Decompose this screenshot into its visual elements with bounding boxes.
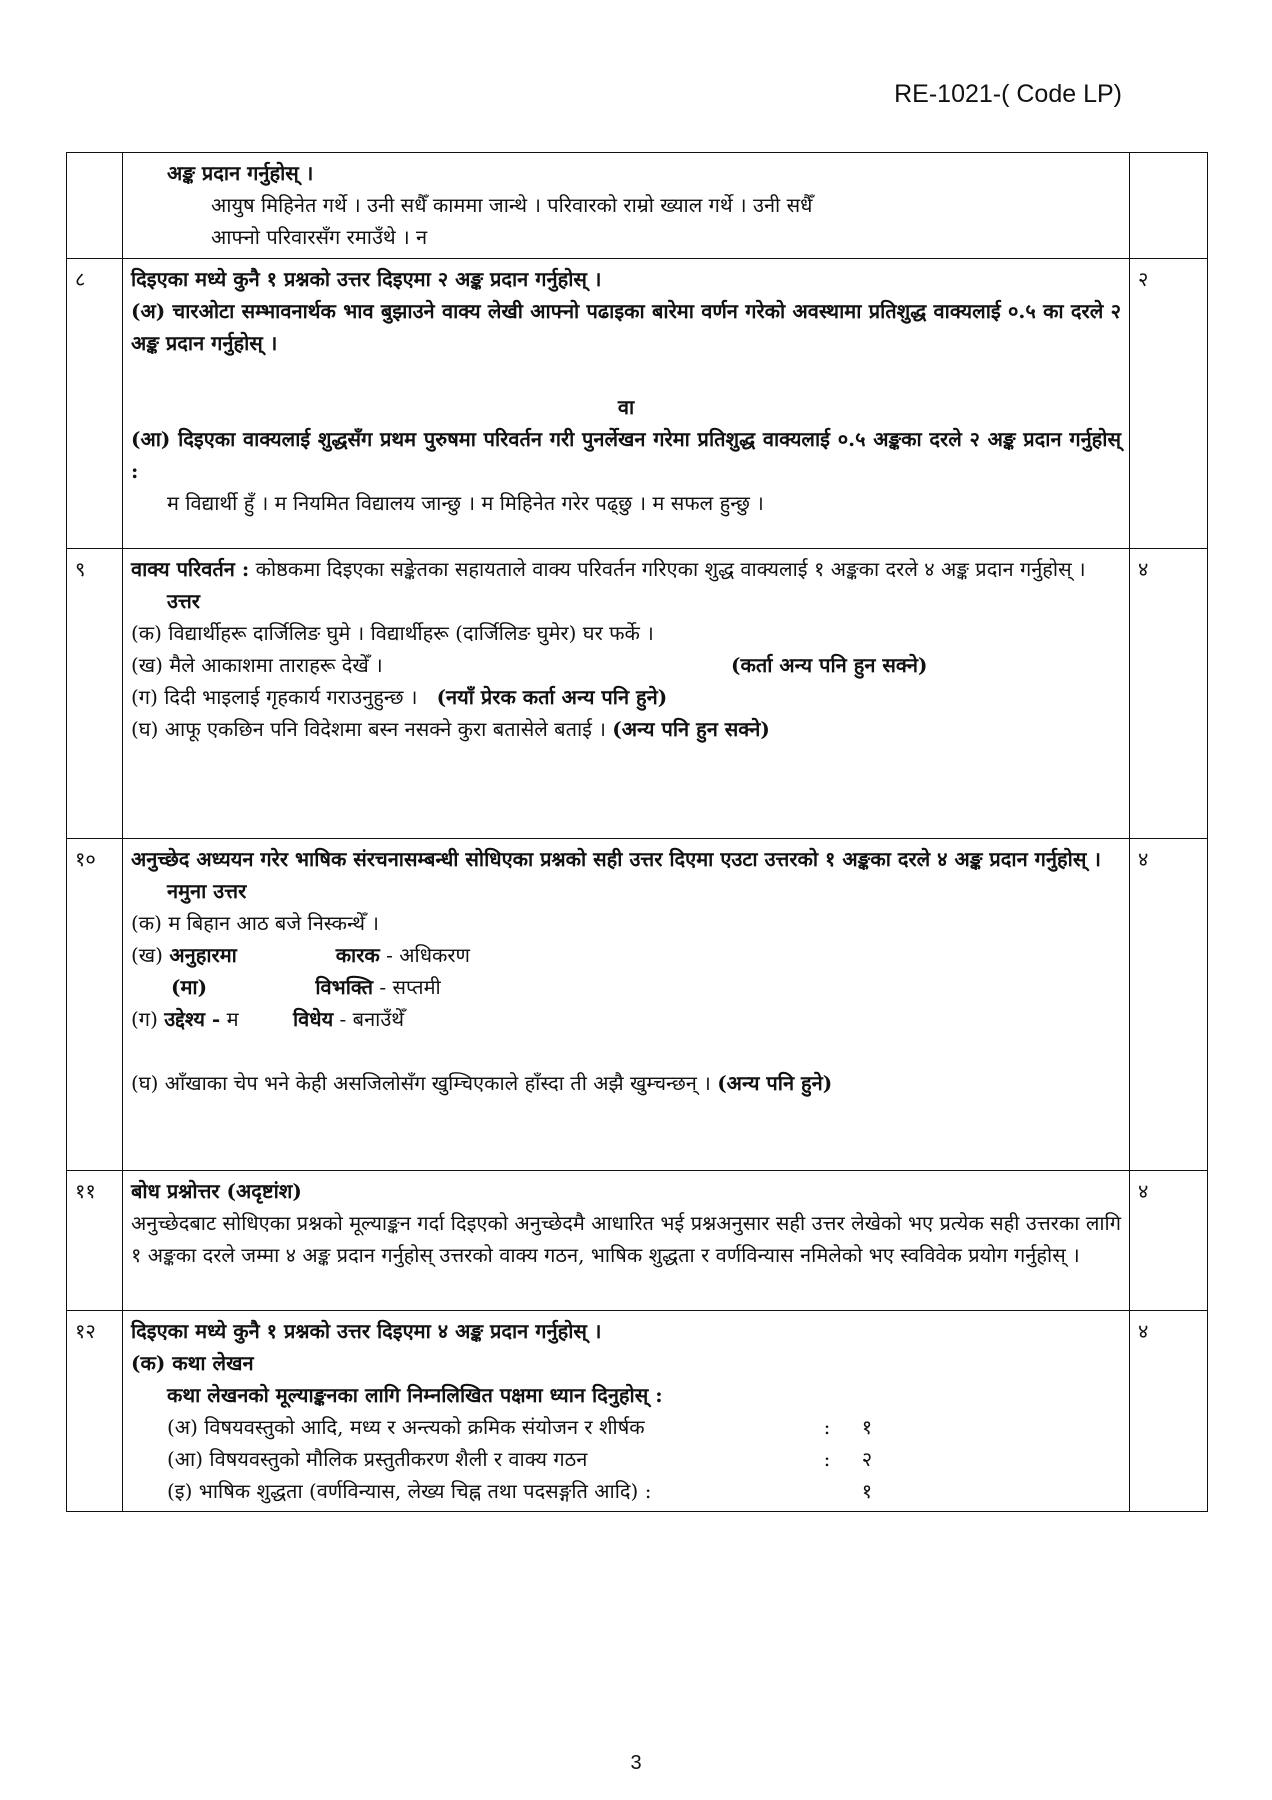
answer-line: (ग) उद्देश्य - म विधेय - बनाउँथेँ [131, 1003, 1121, 1035]
question-heading: दिइएका मध्ये कुनै १ प्रश्नको उत्तर दिइएमा २ अङ्क प्रदान गर्नुहोस् । [131, 267, 602, 291]
question-content [123, 839, 1130, 1171]
answer-word: (मा) [171, 975, 208, 999]
answer-label: उत्तर [167, 589, 200, 613]
answer-key: विधेय [292, 1007, 334, 1031]
answer-text: (ख) मैले आकाशमा ताराहरू देखेँ । [131, 653, 383, 677]
table-row [67, 549, 1208, 839]
table-row [67, 259, 1208, 549]
question-content [123, 1171, 1130, 1311]
marks-cell: ४ [1130, 839, 1208, 1171]
marks-cell [1130, 153, 1208, 259]
question-heading: अनुच्छेद अध्ययन गरेर भाषिक संरचनासम्बन्धी सोधिएका प्रश्नको सही उत्तर दिएमा एउटा उत्तरको १ अङ्कका दरले ४ अङ्क प्रदान गर्नुहोस् । [131, 847, 1101, 871]
answer-text: (क) विद्यार्थीहरू दार्जिलिङ घुमे । विद्यार्थीहरू (दार्जिलिङ घुमेर) घर फर्के । [131, 621, 654, 645]
option-aa: (आ) दिइएका वाक्यलाई शुद्धसँग प्रथम पुरुषमा परिवर्तन गरी पुनर्लेखन गरेमा प्रतिशुद्ध वाक्यलाई ०.५ अङ्कका दरले २ अङ्क प्रदान गर्नुहोस् : [131, 427, 1121, 483]
question-heading: बोध प्रश्नोत्तर (अदृष्टांश) [131, 1179, 302, 1203]
answer-word: अनुहारमा [169, 943, 237, 967]
answer-line [131, 681, 1121, 713]
sample-answer: म विद्यार्थी हुँ । म नियमित विद्यालय जान्छु । म मिहिनेत गरेर पढ्छु । म सफल हुन्छु । [167, 491, 764, 515]
answer-label: नमुना उत्तर [167, 879, 247, 903]
answer-line [131, 649, 1121, 681]
criterion-line: (अ) विषयवस्तुको आदि, मध्य र अन्त्यको क्रमिक संयोजन र शीर्षक : १ [167, 1415, 873, 1439]
answer-value: म [226, 1007, 239, 1031]
question-number: ९ [67, 549, 123, 839]
question-number [67, 153, 123, 259]
marks-cell: ४ [1130, 1171, 1208, 1311]
answer-line: (घ) आँखाका चेप भने केही असजिलोसँग खुम्चिएकाले हाँस्दा ती अझै खुम्चन्छन् । (अन्य पनि हुने) [131, 1071, 833, 1095]
document-code: RE-1021-( Code LP) [894, 80, 1122, 108]
criterion-line: (आ) विषयवस्तुको मौलिक प्रस्तुतीकरण शैली र वाक्य गठन : २ [167, 1447, 873, 1471]
option-a: (अ) चारओटा सम्भावनार्थक भाव बुझाउने वाक्य लेखी आफ्नो पढाइका बारेमा वर्णन गरेको अवस्थामा प्रतिशुद्ध वाक्यलाई ०.५ का दरले २ अङ्क प्रदान गर्नुहोस् । [131, 299, 1121, 355]
question-number: १२ [67, 1311, 123, 1512]
answer-value: - बनाउँथेँ [339, 1007, 405, 1031]
question-number: १० [67, 839, 123, 1171]
table-row [67, 1311, 1208, 1512]
question-heading: दिइएका मध्ये कुनै १ प्रश्नको उत्तर दिइएमा ४ अङ्क प्रदान गर्नुहोस् । [131, 1319, 602, 1343]
or-label: वा [617, 395, 635, 419]
heading-bold: वाक्य परिवर्तन : [131, 557, 250, 581]
question-body: अनुच्छेदबाट सोधिएका प्रश्नको मूल्याङ्कन गर्दा दिइएको अनुच्छेदमै आधारित भई प्रश्नअनुसार सही उत्तर लेखेको भए प्रत्येक सही उत्तरका लागि १ अङ्कका दरले जम्मा ४ अङ्क प्रदान गर्नुहोस् उत्तरको वाक्य गठन, भाषिक शुद्धता र वर्णविन्यास नमिलेको भए स्वविवेक प्रयोग गर्नुहोस् । [131, 1211, 1121, 1267]
instruction-text: अङ्क प्रदान गर्नुहोस् । [167, 161, 314, 185]
sub-instruction: कथा लेखनको मूल्याङ्कनका लागि निम्नलिखित पक्षमा ध्यान दिनुहोस् : [167, 1383, 663, 1407]
table-row [67, 153, 1208, 259]
question-content [123, 153, 1130, 259]
heading-rest: कोष्ठकमा दिइएका सङ्केतका सहायताले वाक्य परिवर्तन गरिएका शुद्ध वाक्यलाई १ अङ्कका दरले ४ अङ्क प्रदान गर्नुहोस् । [249, 557, 1086, 581]
sub-heading: (क) कथा लेखन [131, 1351, 254, 1375]
answer-key: कारक [335, 943, 380, 967]
question-content [123, 259, 1130, 549]
answer-line [131, 617, 1121, 649]
answer-line [131, 713, 1121, 745]
answer-line: (क) म बिहान आठ बजे निस्कन्थेँ । [131, 911, 380, 935]
answer-line: (ख) अनुहारमा कारक - अधिकरण [131, 939, 1121, 971]
criterion-line: (इ) भाषिक शुद्धता (वर्णविन्यास, लेख्य चिह्न तथा पदसङ्गति आदि) : १ [167, 1479, 873, 1503]
sample-text: आफ्नो परिवारसँग रमाउँथे । न [211, 225, 428, 249]
sample-text: आयुष मिहिनेत गर्थे । उनी सधैँ काममा जान्थे । परिवारको राम्रो ख्याल गर्थे । उनी सधैँ [211, 193, 813, 217]
answer-note: (अन्य पनि हुने) [717, 1071, 833, 1095]
answer-key: उद्देश्य - [164, 1007, 221, 1031]
answer-note: (अन्य पनि हुन सक्ने) [612, 717, 770, 741]
table-row [67, 1171, 1208, 1311]
answer-text: (घ) आफू एकछिन पनि विदेशमा बस्न नसक्ने कुरा बतासेले बताई । [131, 717, 606, 741]
page-number: 3 [630, 1752, 642, 1774]
question-content [123, 549, 1130, 839]
question-number: ८ [67, 259, 123, 549]
answer-note: (नयाँ प्रेरक कर्ता अन्य पनि हुने) [436, 685, 668, 709]
answer-value: - सप्तमी [379, 975, 441, 999]
answer-text: (ग) दिदी भाइलाई गृहकार्य गराउनुहुन्छ । [131, 685, 418, 709]
marking-scheme-table [66, 152, 1208, 1512]
marks-cell: ४ [1130, 1311, 1208, 1512]
answer-note: (कर्ता अन्य पनि हुन सक्ने) [731, 653, 928, 677]
marks-cell: ४ [1130, 549, 1208, 839]
table-row [67, 839, 1208, 1171]
question-content [123, 1311, 1130, 1512]
marks-cell: २ [1130, 259, 1208, 549]
answer-value: - अधिकरण [386, 943, 471, 967]
question-number: ११ [67, 1171, 123, 1311]
question-heading [131, 553, 1121, 585]
answer-key: विभक्ति [315, 975, 374, 999]
answer-line [131, 971, 1121, 1003]
